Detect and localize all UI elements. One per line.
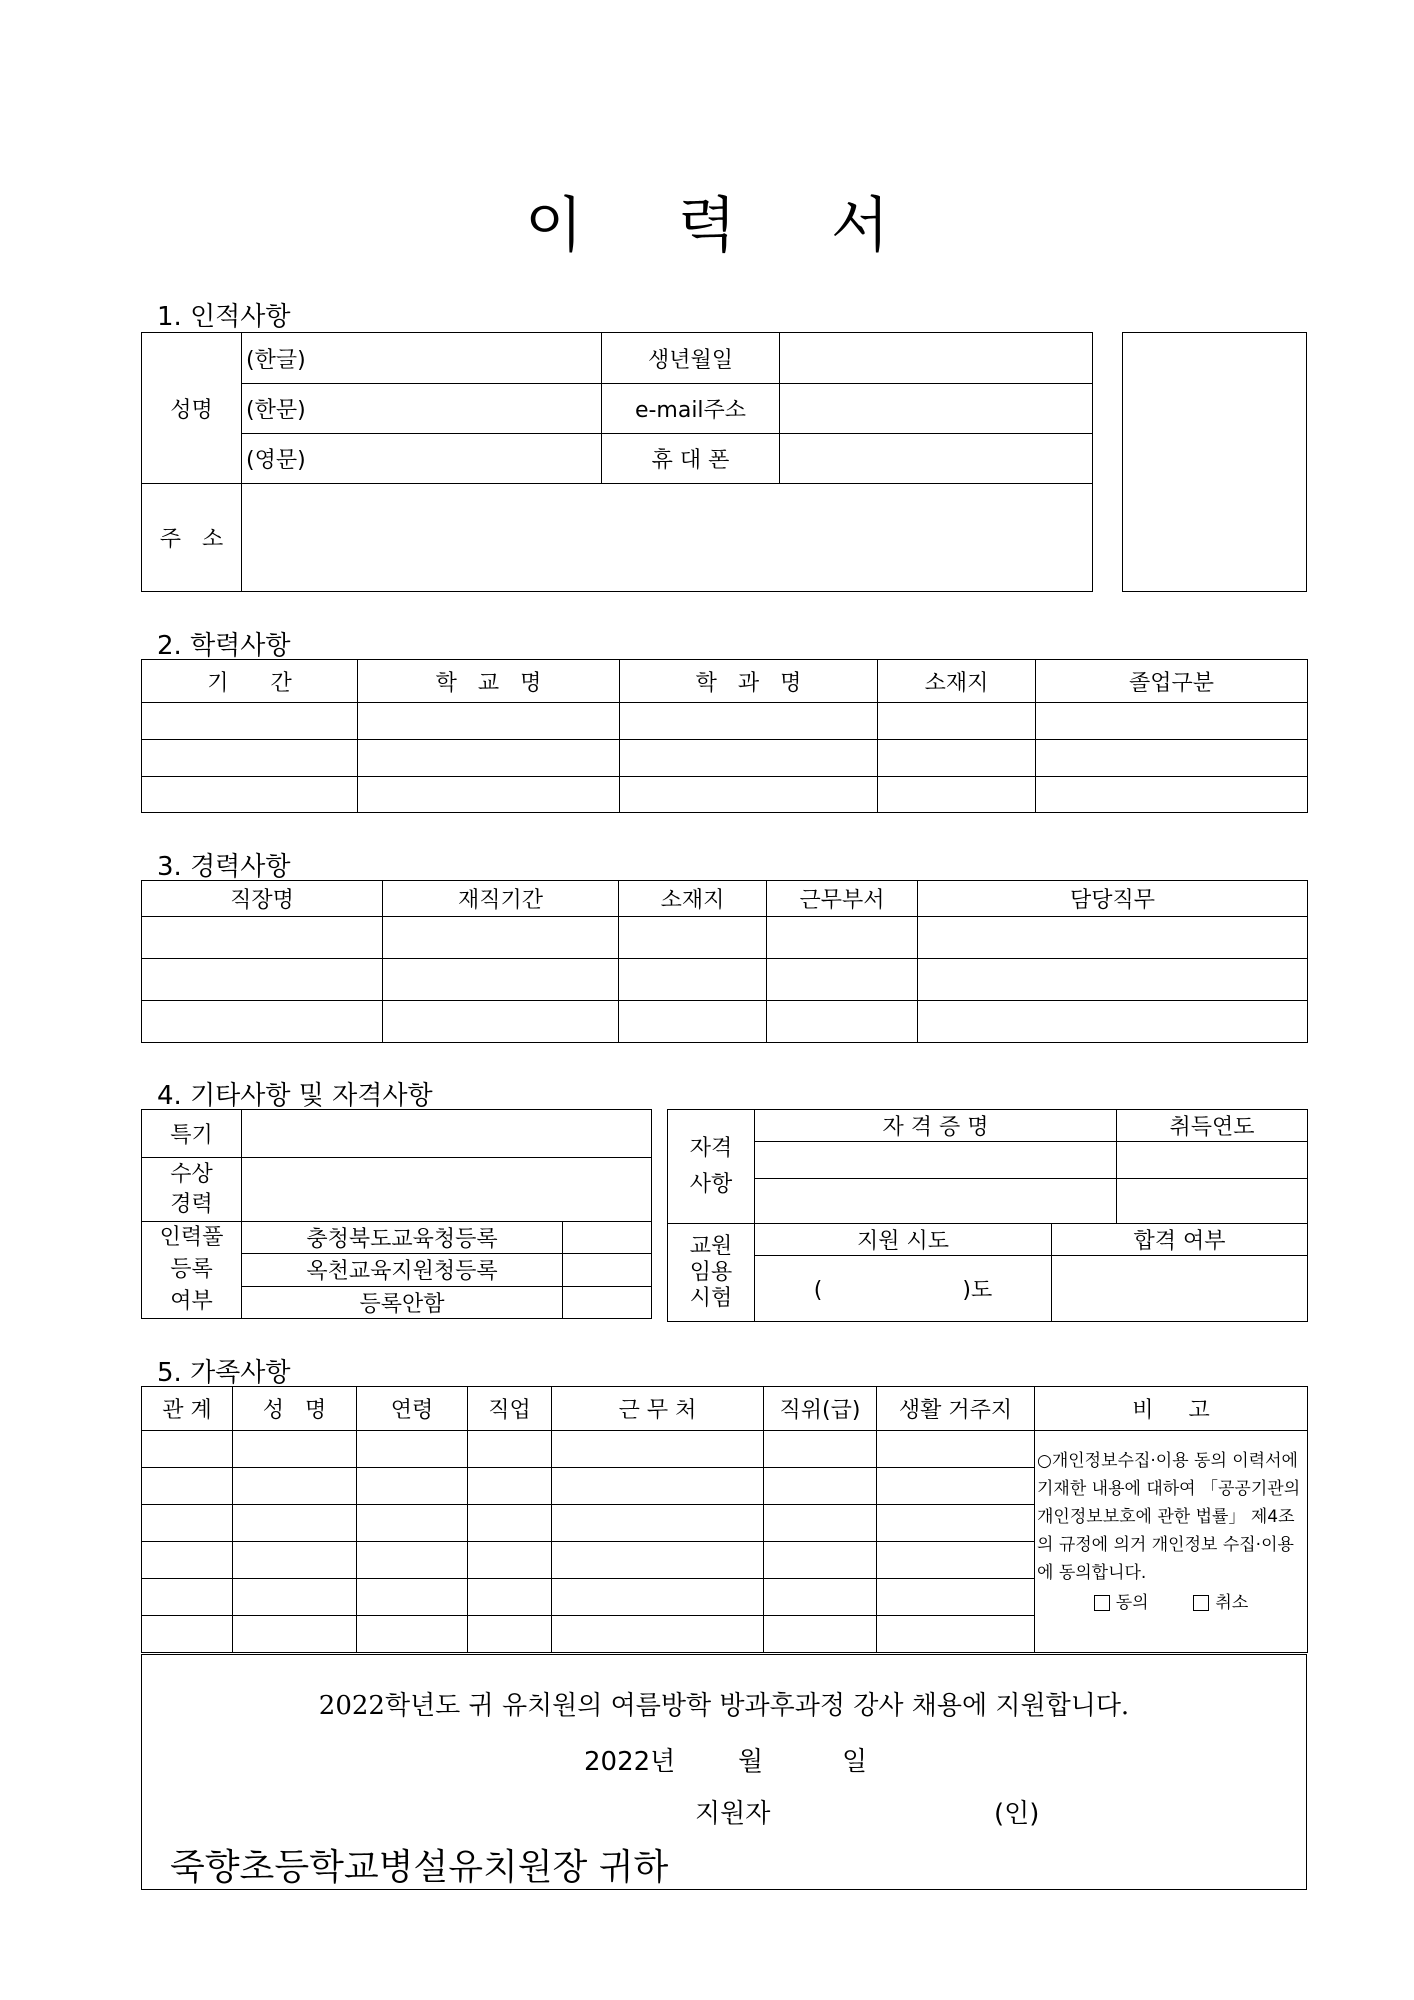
section-3-heading: 3. 경력사항	[157, 852, 291, 882]
email-label: e-mail주소	[602, 384, 780, 434]
email-field[interactable]	[780, 384, 1093, 434]
cert-year-field[interactable]	[1117, 1142, 1308, 1179]
section-1-heading: 1. 인적사항	[157, 302, 291, 332]
phone-label: 휴 대 폰	[602, 434, 780, 484]
family-header-age: 연령	[357, 1387, 468, 1431]
exam-pass-header: 합격 여부	[1052, 1224, 1308, 1256]
applicant-label: 지원자	[695, 1799, 771, 1829]
pool-check-province[interactable]	[563, 1222, 652, 1254]
pool-option-district: 옥천교육지원청등록	[242, 1254, 563, 1286]
career-header-duty: 담당직무	[918, 881, 1308, 917]
cert-year-header: 취득연도	[1117, 1110, 1308, 1142]
phone-field[interactable]	[780, 434, 1093, 484]
career-header-company: 직장명	[142, 881, 383, 917]
privacy-consent-cell	[1035, 1431, 1308, 1653]
section-5-heading: 5. 가족사항	[157, 1358, 291, 1388]
date-day: 일	[842, 1747, 868, 1777]
seal-mark: (인)	[994, 1799, 1040, 1829]
agree-label: 동의	[1115, 1593, 1149, 1613]
name-english-field[interactable]: (영문)	[242, 434, 602, 484]
application-statement-box	[141, 1654, 1307, 1890]
pool-option-province: 충청북도교육청등록	[242, 1222, 563, 1254]
name-korean-field[interactable]: (한글)	[242, 333, 602, 384]
certificate-label: 자격 사항	[668, 1110, 755, 1224]
award-label: 수상 경력	[142, 1158, 242, 1222]
other-info-table	[141, 1109, 652, 1319]
date-year: 2022년	[584, 1747, 676, 1777]
birth-field[interactable]	[780, 333, 1093, 384]
birth-label: 생년월일	[602, 333, 780, 384]
table-row	[142, 1001, 1308, 1043]
specialty-field[interactable]	[242, 1110, 652, 1158]
table-row	[142, 917, 1308, 959]
table-row	[142, 740, 1308, 777]
career-header-department: 근무부서	[767, 881, 918, 917]
table-row	[142, 1431, 1308, 1468]
education-table	[141, 659, 1308, 813]
cert-name-field[interactable]	[755, 1142, 1117, 1179]
photo-box[interactable]	[1122, 332, 1307, 592]
career-table	[141, 880, 1308, 1043]
family-header-position: 직위(급)	[764, 1387, 877, 1431]
certificate-table	[667, 1109, 1308, 1322]
pool-check-district[interactable]	[563, 1254, 652, 1286]
cancel-checkbox[interactable]	[1193, 1595, 1209, 1611]
exam-region-header: 지원 시도	[755, 1224, 1052, 1256]
table-row	[142, 777, 1308, 813]
edu-header-period: 기 간	[142, 660, 358, 703]
address-label: 주 소	[142, 484, 242, 592]
family-header-workplace: 근 무 처	[552, 1387, 764, 1431]
award-field[interactable]	[242, 1158, 652, 1222]
exam-region-field[interactable]: ( )도	[755, 1256, 1052, 1322]
talent-pool-label: 인력풀 등록 여부	[142, 1222, 242, 1319]
family-header-job: 직업	[468, 1387, 552, 1431]
pool-option-none: 등록안함	[242, 1286, 563, 1318]
exam-pass-field[interactable]	[1052, 1256, 1308, 1322]
table-row	[142, 703, 1308, 740]
family-header-relation: 관 계	[142, 1387, 233, 1431]
pool-check-none[interactable]	[563, 1286, 652, 1318]
address-field[interactable]	[242, 484, 1093, 592]
name-label: 성명	[142, 333, 242, 484]
document-title: 이 력 서	[524, 191, 928, 261]
agree-checkbox[interactable]	[1094, 1595, 1110, 1611]
career-header-period: 재직기간	[383, 881, 619, 917]
family-header-remarks: 비 고	[1035, 1387, 1308, 1431]
edu-header-school: 학 교 명	[358, 660, 620, 703]
edu-header-graduation: 졸업구분	[1036, 660, 1308, 703]
name-hanja-field[interactable]: (한문)	[242, 384, 602, 434]
career-header-location: 소재지	[619, 881, 767, 917]
family-table	[141, 1386, 1308, 1653]
specialty-label: 특기	[142, 1110, 242, 1158]
cert-year-field[interactable]	[1117, 1179, 1308, 1224]
date-month: 월	[738, 1747, 764, 1777]
personal-info-table	[141, 332, 1093, 592]
application-statement: 2022학년도 귀 유치원의 여름방학 방과후과정 강사 채용에 지원합니다.	[318, 1691, 1130, 1721]
recipient-line: 죽향초등학교병설유치원장 귀하	[170, 1847, 669, 1888]
edu-header-major: 학 과 명	[620, 660, 878, 703]
family-header-name: 성 명	[233, 1387, 357, 1431]
edu-header-location: 소재지	[878, 660, 1036, 703]
table-row	[142, 959, 1308, 1001]
privacy-consent-text: ○개인정보수집·이용 동의 이력서에 기재한 내용에 대하여 「공공기관의 개인정보보호에 관한 법률」 제4조의 규정에 의거 개인정보 수집·이용에 동의합니다.	[1037, 1451, 1301, 1583]
teacher-exam-label: 교원 임용 시험	[668, 1224, 755, 1322]
section-4-heading: 4. 기타사항 및 자격사항	[157, 1081, 433, 1111]
cancel-label: 취소	[1215, 1593, 1249, 1613]
section-2-heading: 2. 학력사항	[157, 631, 291, 661]
cert-name-field[interactable]	[755, 1179, 1117, 1224]
cert-name-header: 자 격 증 명	[755, 1110, 1117, 1142]
family-header-residence: 생활 거주지	[877, 1387, 1035, 1431]
